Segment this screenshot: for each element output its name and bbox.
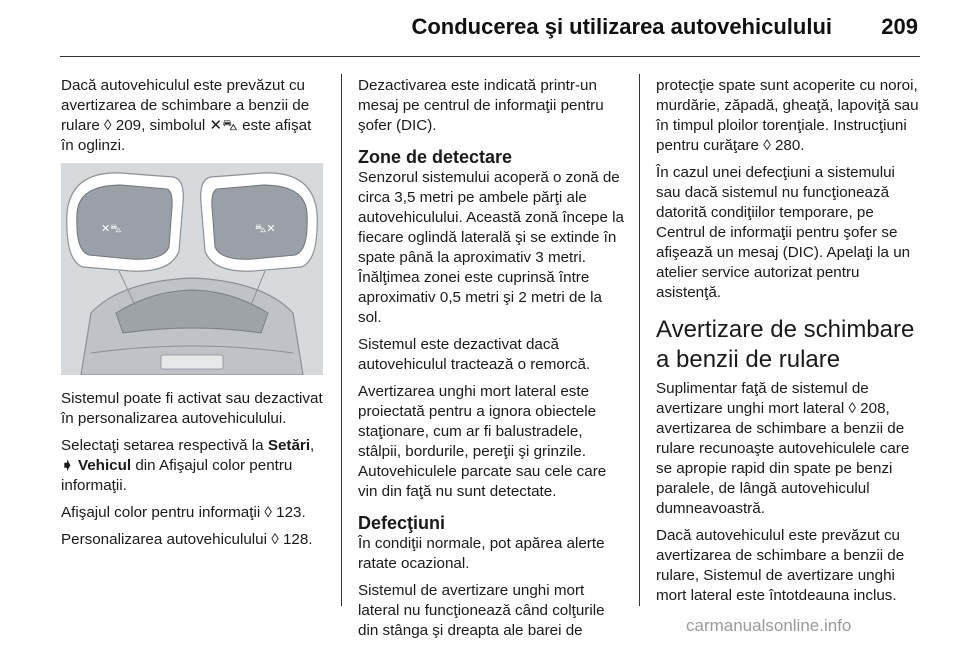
- paragraph: Personalizarea autovehiculului ◊ 128.: [61, 531, 313, 548]
- menu-path-vehicle: ➧ Vehicul: [61, 457, 132, 474]
- watermark: carmanualsonline.info: [686, 616, 852, 635]
- paragraph: Avertizarea unghi mort lateral este proiectată pentru a ignora obiectele staţionare, cum ar fi balustradele, stâlpii, bordurile, pereţii şi grinzile. Autovehiculele parcate sau cele care vin din faţă nu sunt detectate.: [358, 383, 607, 500]
- column-divider-2: [639, 74, 640, 606]
- section-heading-lane-change-alert: Avertizare de schimbare a benzii de rulare: [656, 316, 915, 373]
- svg-text:⛍✕: ⛍✕: [255, 222, 276, 235]
- column-2: [358, 76, 624, 648]
- menu-path-settings: Setări: [267, 437, 311, 454]
- page-number: 209: [881, 14, 918, 39]
- section-heading-detection-zones: Zone de detectare: [358, 147, 513, 167]
- column-divider-1: [341, 74, 342, 606]
- paragraph: Dacă autovehiculul este prevăzut cu avertizarea de schimbare a benzii de rulare, Sistemul de avertizare unghi mort lateral este întotdeauna inclus.: [656, 527, 905, 604]
- paragraph: Sistemul este dezactivat dacă autovehiculul tractează o remorcă.: [358, 336, 591, 373]
- header-divider: [60, 56, 920, 57]
- paragraph: Dezactivarea este indicată printr-un mesaj pe centrul de informaţii pentru şofer (DIC).: [358, 77, 604, 134]
- paragraph: Selectaţi setarea respectivă la Setări, ➧ Vehicul din Afişajul color pentru informaţii.: [61, 437, 315, 494]
- column-1: [61, 76, 327, 557]
- paragraph: Sistemul poate fi activat sau dezactivat în personalizarea autovehiculului.: [61, 390, 323, 427]
- paragraph: În cazul unei defecţiuni a sistemului sau dacă sistemul nu funcţionează datorită condiţiilor temporare, pe Centrul de informaţii pentru şofer se afişează un mesaj (DIC). Apelaţi la un atelier service autorizat pentru asistenţă.: [656, 164, 911, 301]
- paragraph: Afişajul color pentru informaţii ◊ 123.: [61, 504, 306, 521]
- svg-text:✕⛍: ✕⛍: [101, 222, 122, 235]
- paragraph: protecţie spate sunt acoperite cu noroi, murdărie, zăpadă, gheaţă, lapoviţă sau în timpul ploilor torenţiale. Instrucţiuni pentru curăţare ◊ 280.: [656, 77, 919, 154]
- page-title: Conducerea şi utilizarea autovehiculului: [411, 14, 832, 39]
- paragraph: Sistemul de avertizare unghi mort lateral nu funcţionează când colţurile din stânga şi dreapta ale barei de: [358, 582, 605, 639]
- paragraph: În condiţii normale, pot apărea alerte ratate ocazional.: [358, 535, 605, 572]
- paragraph: Senzorul sistemului acoperă o zonă de circa 3,5 metri pe ambele părţi ale autovehiculului. Această zonă începe la fiecare oglindă laterală şi se extinde în spate până la aproximativ 3 metri. Înălţimea zonei este cuprinsă între aproximativ 0,5 metri şi 2 metri de la sol.: [358, 169, 624, 326]
- section-heading-malfunctions: Defecţiuni: [358, 513, 446, 533]
- mirror-illustration: [61, 163, 323, 375]
- page-header: [0, 0, 960, 56]
- paragraph: Suplimentar faţă de sistemul de avertizare unghi mort lateral ◊ 208, avertizarea de schimbare a benzii de rulare recunoaşte autovehiculele care se apropie rapid din spate pe benzi paralele, de lângă autovehiculul dumneavoastră.: [656, 380, 910, 517]
- paragraph: Dacă autovehiculul este prevăzut cu avertizarea de schimbare a benzii de rulare ◊ 209, simbolul ✕⛍ este afişat în oglinzi.: [61, 77, 312, 154]
- column-3: [656, 76, 922, 613]
